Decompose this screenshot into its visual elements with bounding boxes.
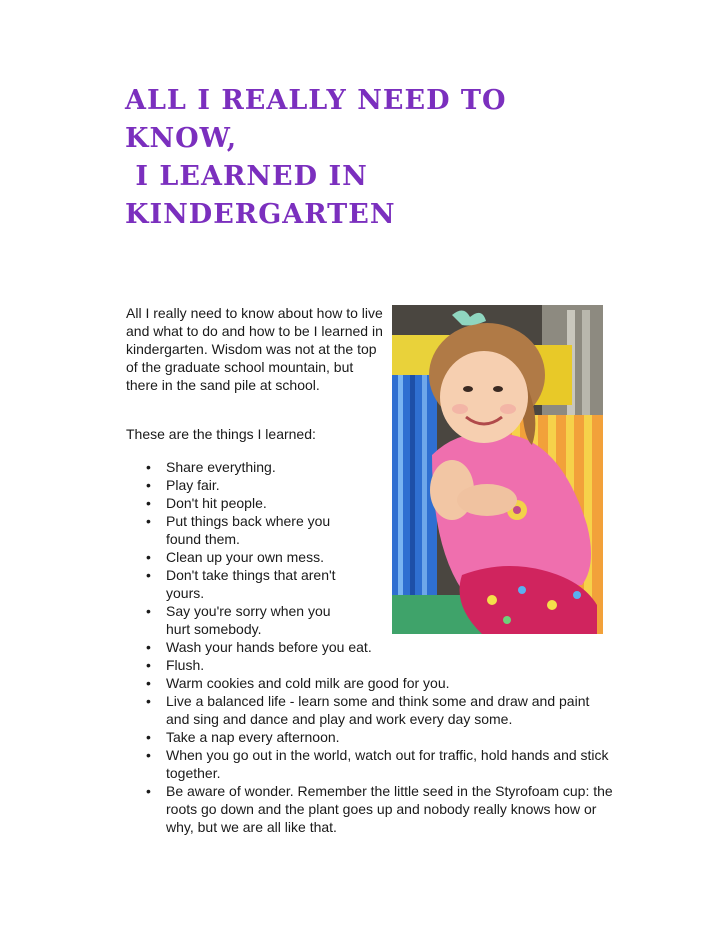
list-item: • Live a balanced life - learn some and think some and draw and paint and sing and dance and play and work every day some.	[126, 692, 616, 728]
list-item: • Clean up your own mess.	[126, 548, 616, 566]
intro-paragraph: All I really need to know about how to live and what to do and how to be I learned in kindergarten. Wisdom was not at the top of the graduate school mountain, but there in the sand pile at school.	[126, 305, 383, 393]
list-item: • Wash your hands before you eat.	[126, 638, 616, 656]
title-line-3: I LEARNED IN	[125, 161, 368, 192]
list-item: • Take a nap every afternoon.	[126, 728, 616, 746]
list-item: • Play fair.	[126, 476, 616, 494]
title-line-2: KNOW,	[125, 123, 238, 154]
list-item: • Say you're sorry when you hurt somebody.	[126, 602, 356, 638]
list-intro: These are the things I learned:	[126, 426, 316, 442]
title-line-4: KINDERGARTEN	[125, 199, 396, 230]
list-item: • Be aware of wonder. Remember the little seed in the Styrofoam cup: the roots go down and the plant goes up and nobody really knows how or why, but we are all like that.	[126, 782, 616, 836]
list-item: • Warm cookies and cold milk are good for you.	[126, 674, 616, 692]
document-title	[125, 82, 507, 234]
list-item: • Don't take things that aren't yours.	[126, 566, 356, 602]
child-photo	[392, 305, 603, 634]
list-item: • Don't hit people.	[126, 494, 616, 512]
title-line-1: ALL I REALLY NEED TO	[125, 85, 507, 116]
list-item: • Share everything.	[126, 458, 616, 476]
list-item: • When you go out in the world, watch out for traffic, hold hands and stick together.	[126, 746, 616, 782]
list-item: • Put things back where you found them.	[126, 512, 356, 548]
list-item: • Flush.	[126, 656, 616, 674]
